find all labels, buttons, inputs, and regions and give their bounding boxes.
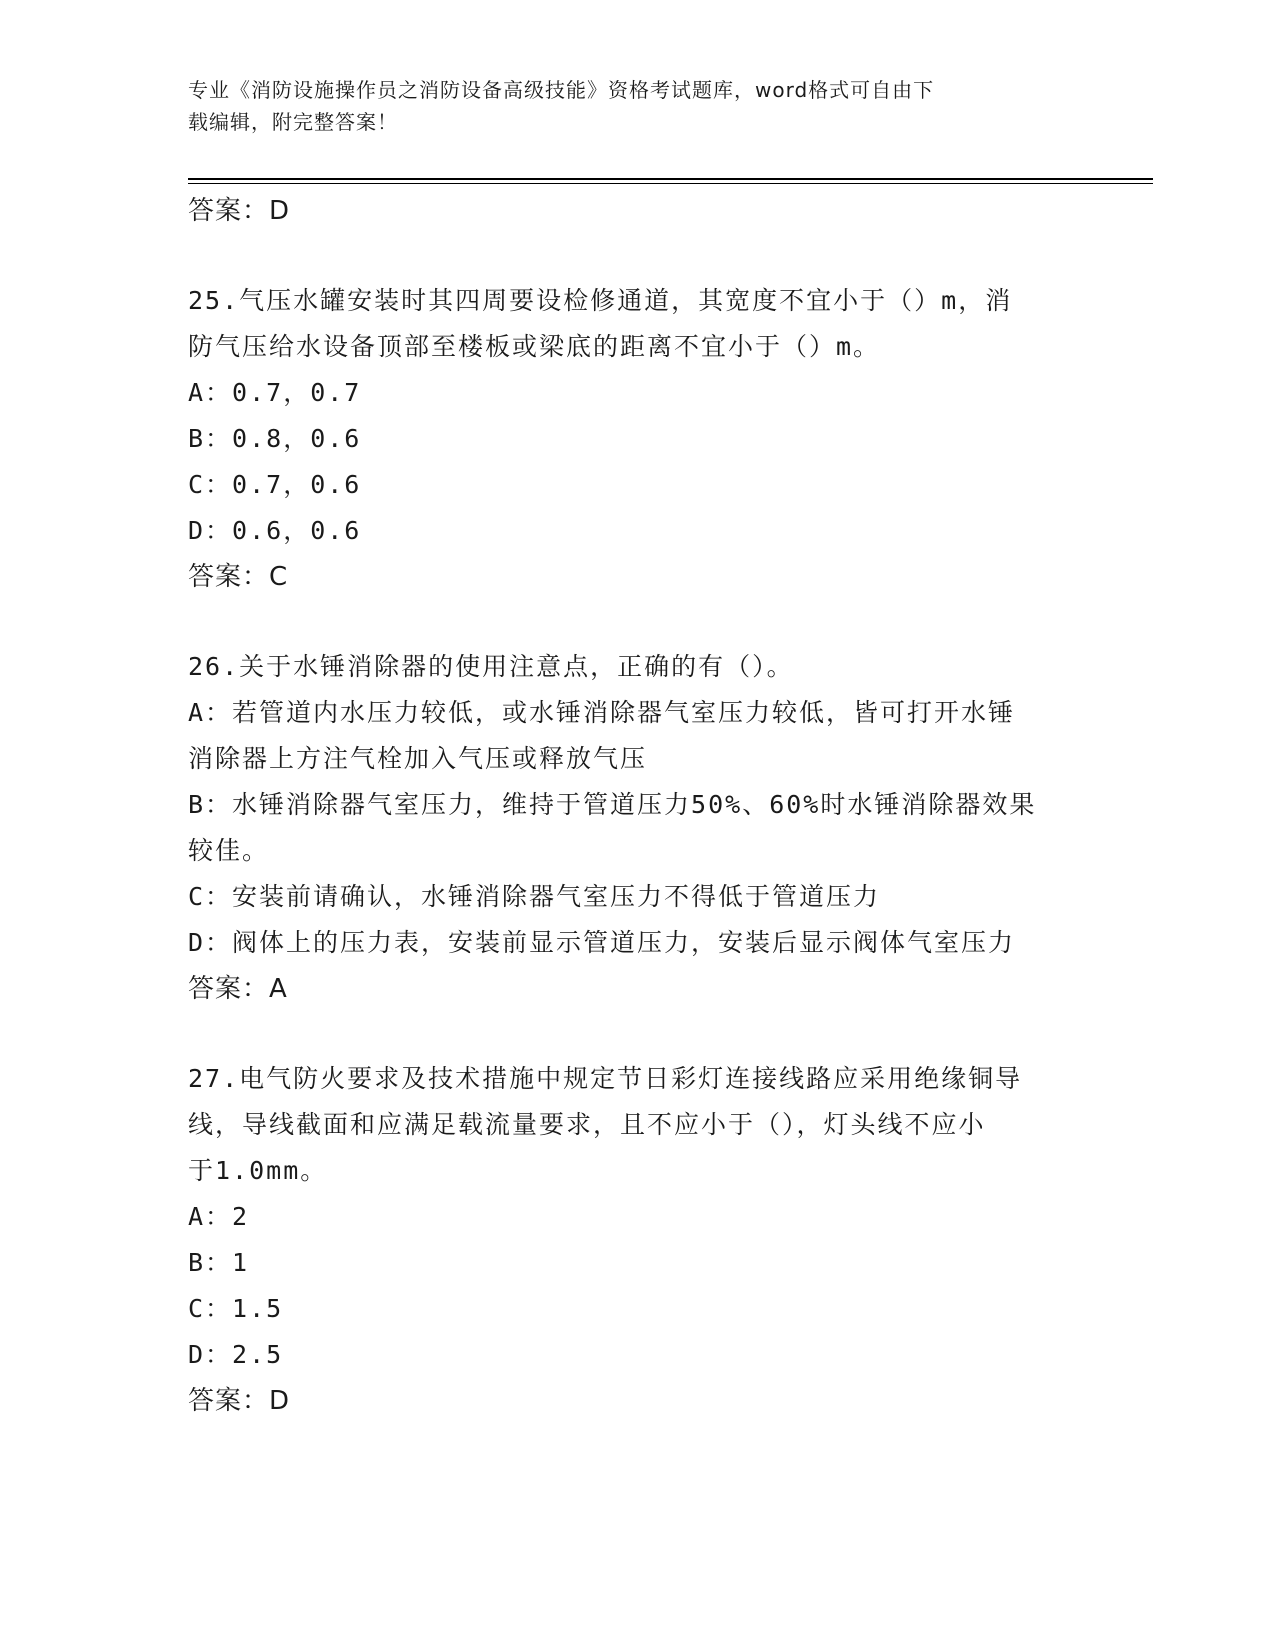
option-b: B：1 <box>188 1248 250 1277</box>
spacer <box>188 600 1088 644</box>
spacer <box>188 1012 1088 1056</box>
question-text-line: 26.关于水锤消除器的使用注意点，正确的有（）。 <box>188 652 794 681</box>
option-c: C：1.5 <box>188 1294 284 1323</box>
option-c: C：0.7，0.6 <box>188 470 362 499</box>
answer: 答案：C <box>188 562 289 592</box>
option-b-continued: 较佳。 <box>188 836 270 865</box>
question-text-line: 25.气压水罐安装时其四周要设检修通道，其宽度不宜小于（）m，消 <box>188 286 1013 315</box>
header-rule-thick <box>188 178 1153 180</box>
header-line-2: 载编辑，附完整答案！ <box>188 110 398 134</box>
previous-answer: 答案：D <box>188 196 291 226</box>
answer: 答案：D <box>188 1386 291 1416</box>
question-list <box>188 188 1088 1424</box>
header-line-1: 专业《消防设施操作员之消防设备高级技能》资格考试题库，word格式可自由下 <box>188 78 935 102</box>
question-text-line: 27.电气防火要求及技术措施中规定节日彩灯连接线路应采用绝缘铜导 <box>188 1064 1023 1093</box>
question-27 <box>188 1056 1088 1424</box>
option-a-continued: 消除器上方注气栓加入气压或释放气压 <box>188 744 648 773</box>
option-a: A：2 <box>188 1202 250 1231</box>
option-b: B：水锤消除器气室压力，维持于管道压力50%、60%时水锤消除器效果 <box>188 790 1037 819</box>
option-c: C：安装前请确认，水锤消除器气室压力不得低于管道压力 <box>188 882 881 911</box>
header-rule-thin <box>188 183 1153 184</box>
option-d: D：0.6，0.6 <box>188 516 362 545</box>
option-d: D：阀体上的压力表，安装前显示管道压力，安装后显示阀体气室压力 <box>188 928 1016 957</box>
option-a: A：若管道内水压力较低，或水锤消除器气室压力较低，皆可打开水锤 <box>188 698 1016 727</box>
option-d: D：2.5 <box>188 1340 284 1369</box>
answer: 答案：A <box>188 974 288 1004</box>
question-text-line: 线，导线截面和应满足载流量要求，且不应小于（），灯头线不应小 <box>188 1110 986 1139</box>
question-text-line: 于1.0mm。 <box>188 1156 328 1185</box>
question-25 <box>188 278 1088 600</box>
option-b: B：0.8，0.6 <box>188 424 362 453</box>
spacer <box>188 234 1088 278</box>
question-26 <box>188 644 1088 1012</box>
question-text-line: 防气压给水设备顶部至楼板或梁底的距离不宜小于（）m。 <box>188 332 881 361</box>
document-header <box>188 74 1088 138</box>
option-a: A：0.7，0.7 <box>188 378 362 407</box>
